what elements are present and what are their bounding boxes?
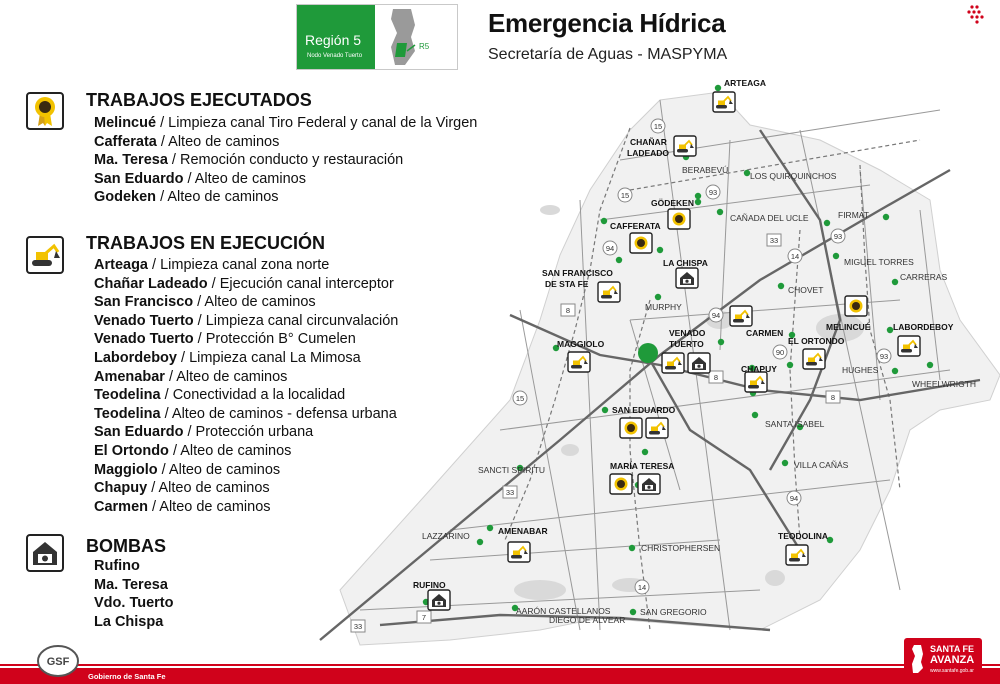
- list-item: Godeken / Alteo de caminos: [94, 189, 279, 206]
- pump-marker: [688, 353, 710, 373]
- town-label: VILLA CAÑÁS: [794, 460, 849, 470]
- excavator-marker: [674, 136, 696, 156]
- svg-text:93: 93: [708, 188, 718, 197]
- town-label: DE STA FE: [545, 279, 589, 289]
- town-label: MARÍA TERESA: [610, 461, 675, 471]
- list-item: Rufino: [94, 558, 140, 574]
- town-label: LADEADO: [627, 148, 670, 158]
- list-item: El Ortondo / Alteo de caminos: [94, 442, 292, 459]
- svg-text:94: 94: [711, 311, 721, 320]
- list-item: Maggiolo / Alteo de caminos: [94, 461, 281, 478]
- town-label: BERABEVÚ: [682, 165, 729, 175]
- excavator-marker: [568, 352, 590, 372]
- medal-marker: [620, 418, 642, 438]
- town-label: SANCTI SPIRITU: [478, 465, 546, 475]
- svg-text:7: 7: [421, 613, 427, 622]
- town-label: RUFINO: [413, 580, 446, 590]
- town-label: AARÓN CASTELLANOS: [516, 606, 611, 616]
- list-item: Vdo. Tuerto: [94, 595, 174, 612]
- town-label: SAN EDUARDO: [612, 405, 676, 415]
- excavator-marker: [803, 349, 825, 369]
- pump-marker: [428, 590, 450, 610]
- medal-marker: [610, 474, 632, 494]
- excavator-marker: [508, 542, 530, 562]
- town-label: EL ORTONDO: [788, 336, 845, 346]
- brand-main: AVANZA: [930, 654, 975, 666]
- town-label: SAN FRANCISCO: [542, 268, 613, 278]
- list-item: Teodelina / Conectividad a la localidad: [94, 387, 346, 404]
- svg-text:15: 15: [620, 191, 630, 200]
- list-item: Ma. Teresa: [94, 576, 168, 593]
- list-item: Chañar Ladeado / Ejecución canal interceptor: [94, 275, 394, 292]
- town-label: TUERTO: [669, 339, 704, 349]
- town-label: LABORDEBOY: [893, 322, 954, 332]
- town-label: VENADO: [669, 328, 706, 338]
- svg-text:94: 94: [605, 244, 615, 253]
- svg-text:33: 33: [505, 488, 515, 497]
- town-label: MURPHY: [645, 302, 682, 312]
- page-title: Emergencia Hídrica: [488, 8, 726, 38]
- list-item: San Francisco / Alteo de caminos: [94, 294, 316, 311]
- svg-text:14: 14: [637, 583, 647, 592]
- in-progress-title: TRABAJOS EN EJECUCIÓN: [86, 233, 326, 253]
- svg-text:94: 94: [789, 494, 799, 503]
- list-item: La Chispa: [94, 613, 164, 630]
- excavator-marker: [646, 418, 668, 438]
- medal-marker: [630, 233, 652, 253]
- excavator-marker: [745, 372, 767, 392]
- excavator-marker: [786, 545, 808, 565]
- page-subtitle: Secretaría de Aguas - MASPYMA: [488, 46, 728, 63]
- town-label: SAN GREGORIO: [640, 607, 707, 617]
- excavator-marker: [713, 92, 735, 112]
- list-item: Melincué / Limpieza canal Tiro Federal y canal de la Virgen: [94, 115, 478, 131]
- town-label: CARRERAS: [900, 272, 948, 282]
- brand-url: www.santafe.gob.ar: [930, 668, 974, 674]
- list-item: Venado Tuerto / Limpieza canal circunvalación: [94, 312, 399, 329]
- svg-text:15: 15: [515, 394, 525, 403]
- list-item: Amenabar / Alteo de caminos: [94, 368, 288, 385]
- svg-text:14: 14: [790, 252, 800, 261]
- region-map: [300, 70, 1000, 650]
- town-label: CAÑADA DEL UCLE: [730, 213, 809, 223]
- list-item: Carmen / Alteo de caminos: [94, 498, 271, 515]
- list-item: Arteaga / Limpieza canal zona norte: [94, 257, 330, 273]
- list-item: Labordeboy / Limpieza canal La Mimosa: [94, 349, 361, 366]
- town-label: MELINCUÉ: [826, 322, 871, 332]
- medal-marker: [668, 209, 690, 229]
- list-item: Ma. Teresa / Remoción conducto y restauración: [94, 152, 404, 169]
- town-label: WHEELWRIGTH: [912, 379, 977, 389]
- town-label: CHAPUY: [741, 364, 777, 374]
- footer-line: [0, 664, 1000, 666]
- town-label: MIGUEL TORRES: [844, 257, 914, 267]
- town-label: CHOVET: [788, 285, 824, 295]
- list-item: Teodelina / Alteo de caminos - defensa urbana: [94, 405, 397, 422]
- excavator-marker: [662, 353, 684, 373]
- town-label: CARMEN: [746, 328, 784, 338]
- region-name: Región 5: [305, 32, 362, 48]
- town-label: CAFFERATA: [610, 221, 661, 231]
- medal-icon: [26, 92, 64, 130]
- region-badge: [296, 4, 458, 70]
- town-label: SANTA ISABEL: [765, 419, 825, 429]
- pumps-title: BOMBAS: [86, 536, 166, 556]
- gsf-logo: [36, 644, 80, 678]
- excavator-marker: [898, 336, 920, 356]
- svg-text:93: 93: [833, 232, 843, 241]
- town-label: DIEGO DE ALVEAR: [549, 615, 626, 625]
- town-label: LAZZARINO: [422, 531, 470, 541]
- svg-text:15: 15: [653, 122, 663, 131]
- svg-text:90: 90: [775, 348, 785, 357]
- excavator-marker: [730, 306, 752, 326]
- svg-text:93: 93: [879, 352, 889, 361]
- excavator-icon: [26, 236, 64, 274]
- executed-title: TRABAJOS EJECUTADOS: [86, 90, 312, 110]
- province-silhouette-icon: [909, 644, 927, 674]
- town-label: MAGGIOLO: [557, 339, 605, 349]
- region-label-block: [297, 5, 375, 69]
- svg-text:8: 8: [713, 373, 719, 382]
- region-code: R5: [419, 42, 430, 51]
- santa-fe-avanza-logo: [904, 638, 982, 678]
- list-item: Cafferata / Alteo de caminos: [94, 133, 280, 150]
- brand-top: SANTA FE: [930, 644, 974, 654]
- town-label: LOS QUIRQUINCHOS: [750, 171, 837, 181]
- town-label: TEODOLINA: [778, 531, 829, 541]
- pump-marker: [676, 268, 698, 288]
- svg-text:33: 33: [353, 622, 363, 631]
- svg-text:8: 8: [830, 393, 836, 402]
- excavator-marker: [598, 282, 620, 302]
- svg-text:GSF: GSF: [46, 656, 70, 668]
- town-label: FIRMAT: [838, 210, 870, 220]
- town-label: CHAÑAR: [630, 137, 667, 147]
- dots-logo-icon: [966, 4, 990, 24]
- medal-marker: [845, 296, 867, 316]
- pump-marker: [638, 474, 660, 494]
- town-label: ARTEAGA: [724, 78, 767, 88]
- pump-icon: [26, 534, 64, 572]
- list-item: San Eduardo / Protección urbana: [94, 424, 314, 441]
- svg-text:33: 33: [769, 236, 779, 245]
- list-item: Venado Tuerto / Protección B° Cumelen: [94, 331, 356, 348]
- town-label: GÖDEKEN: [651, 198, 694, 208]
- pumps-list: [94, 557, 173, 631]
- town-label: AMENABAR: [498, 526, 548, 536]
- list-item: San Eduardo / Alteo de caminos: [94, 170, 306, 187]
- town-label: LA CHISPA: [663, 258, 708, 268]
- list-item: Chapuy / Alteo de caminos: [94, 480, 270, 497]
- government-label: Gobierno de Santa Fe: [88, 672, 166, 681]
- svg-text:8: 8: [565, 306, 571, 315]
- town-label: CHRISTOPHERSEN: [641, 543, 721, 553]
- town-label: HUGHES: [842, 365, 879, 375]
- region-subtitle: Nodo Venado Tuerto: [307, 53, 363, 59]
- province-map-icon: [381, 7, 453, 67]
